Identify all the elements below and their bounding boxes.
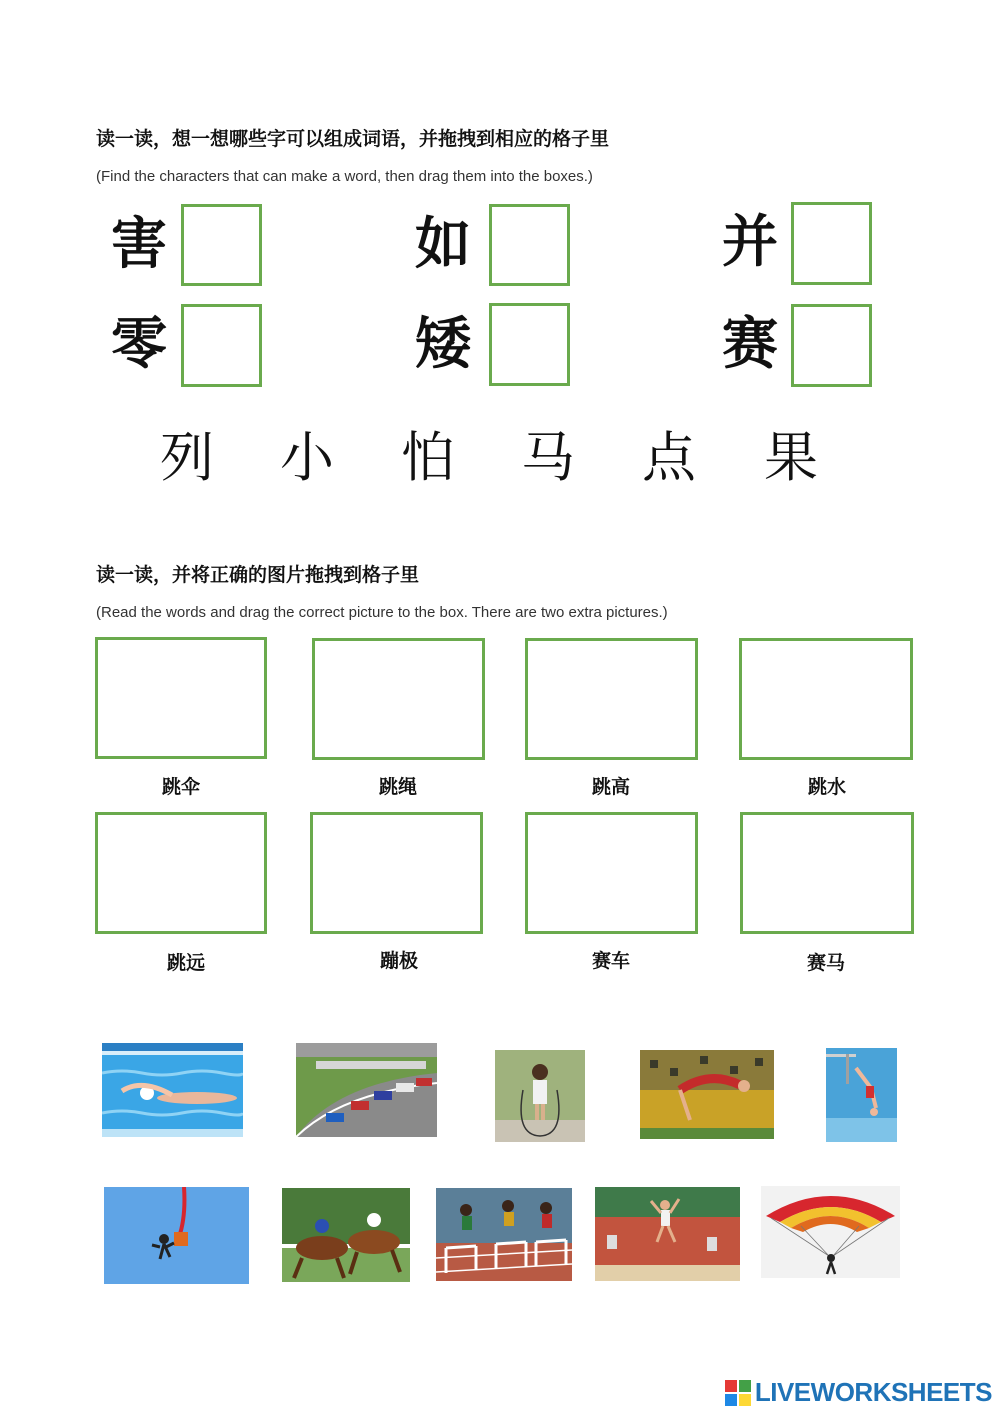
char-drop-box-5[interactable] bbox=[489, 303, 570, 386]
picture-drop-box-2[interactable] bbox=[312, 638, 485, 760]
parachute-picture[interactable] bbox=[761, 1186, 900, 1278]
rope-skipping-picture[interactable] bbox=[495, 1050, 585, 1142]
prompt-char-2: 如 bbox=[415, 211, 471, 277]
prompt-char-5: 矮 bbox=[415, 311, 471, 377]
picture-drop-box-1[interactable] bbox=[95, 637, 267, 759]
diving-picture[interactable] bbox=[826, 1048, 897, 1142]
prompt-char-4: 零 bbox=[111, 311, 167, 377]
swimming-picture[interactable] bbox=[102, 1043, 243, 1137]
section2-heading: 读一读，并将正确的图片拖拽到格子里 bbox=[96, 564, 420, 586]
char-drop-box-3[interactable] bbox=[791, 202, 872, 285]
section2-subheading: (Read the words and drag the correct picture to the box. There are two extra pictures.) bbox=[96, 604, 668, 621]
prompt-char-3: 并 bbox=[722, 209, 778, 275]
picture-drop-box-6[interactable] bbox=[310, 812, 483, 934]
liveworksheets-logo bbox=[725, 1377, 992, 1408]
char-drop-box-2[interactable] bbox=[489, 204, 570, 286]
high-jump-picture[interactable] bbox=[640, 1050, 774, 1139]
picture-drop-box-3[interactable] bbox=[525, 638, 698, 760]
bungee-jump-picture[interactable] bbox=[104, 1187, 249, 1284]
option-char-3[interactable]: 怕 bbox=[401, 426, 455, 489]
option-char-4[interactable]: 马 bbox=[521, 426, 575, 489]
hurdles-picture[interactable] bbox=[436, 1188, 572, 1281]
picture-drop-box-8[interactable] bbox=[740, 812, 914, 934]
caption-2: 跳绳 bbox=[378, 776, 417, 798]
logo-blocks-icon bbox=[725, 1380, 751, 1406]
section1-subheading: (Find the characters that can make a word, then drag them into the boxes.) bbox=[96, 168, 593, 185]
picture-drop-box-7[interactable] bbox=[525, 812, 698, 934]
char-drop-box-1[interactable] bbox=[181, 204, 262, 286]
prompt-char-1: 害 bbox=[111, 211, 167, 277]
caption-6: 蹦极 bbox=[379, 950, 418, 972]
caption-4: 跳水 bbox=[807, 776, 846, 798]
picture-drop-box-5[interactable] bbox=[95, 812, 267, 934]
char-drop-box-4[interactable] bbox=[181, 304, 262, 387]
logo-text: LIVEWORKSHEETS bbox=[754, 1377, 992, 1407]
picture-drop-box-4[interactable] bbox=[739, 638, 913, 760]
long-jump-picture[interactable] bbox=[595, 1187, 740, 1281]
caption-7: 赛车 bbox=[591, 950, 630, 972]
caption-5: 跳远 bbox=[166, 952, 205, 974]
option-char-1[interactable]: 列 bbox=[160, 426, 214, 489]
option-char-2[interactable]: 小 bbox=[280, 426, 334, 489]
caption-3: 跳高 bbox=[591, 776, 630, 798]
caption-8: 赛马 bbox=[806, 952, 845, 974]
section1-heading: 读一读，想一想哪些字可以组成词语，并拖拽到相应的格子里 bbox=[96, 128, 610, 150]
char-drop-box-6[interactable] bbox=[791, 304, 872, 387]
horse-racing-picture[interactable] bbox=[282, 1188, 410, 1282]
prompt-char-6: 赛 bbox=[722, 311, 778, 377]
option-char-5[interactable]: 点 bbox=[642, 426, 696, 489]
car-racing-picture[interactable] bbox=[296, 1043, 437, 1137]
option-char-6[interactable]: 果 bbox=[764, 426, 818, 489]
caption-1: 跳伞 bbox=[161, 776, 200, 798]
